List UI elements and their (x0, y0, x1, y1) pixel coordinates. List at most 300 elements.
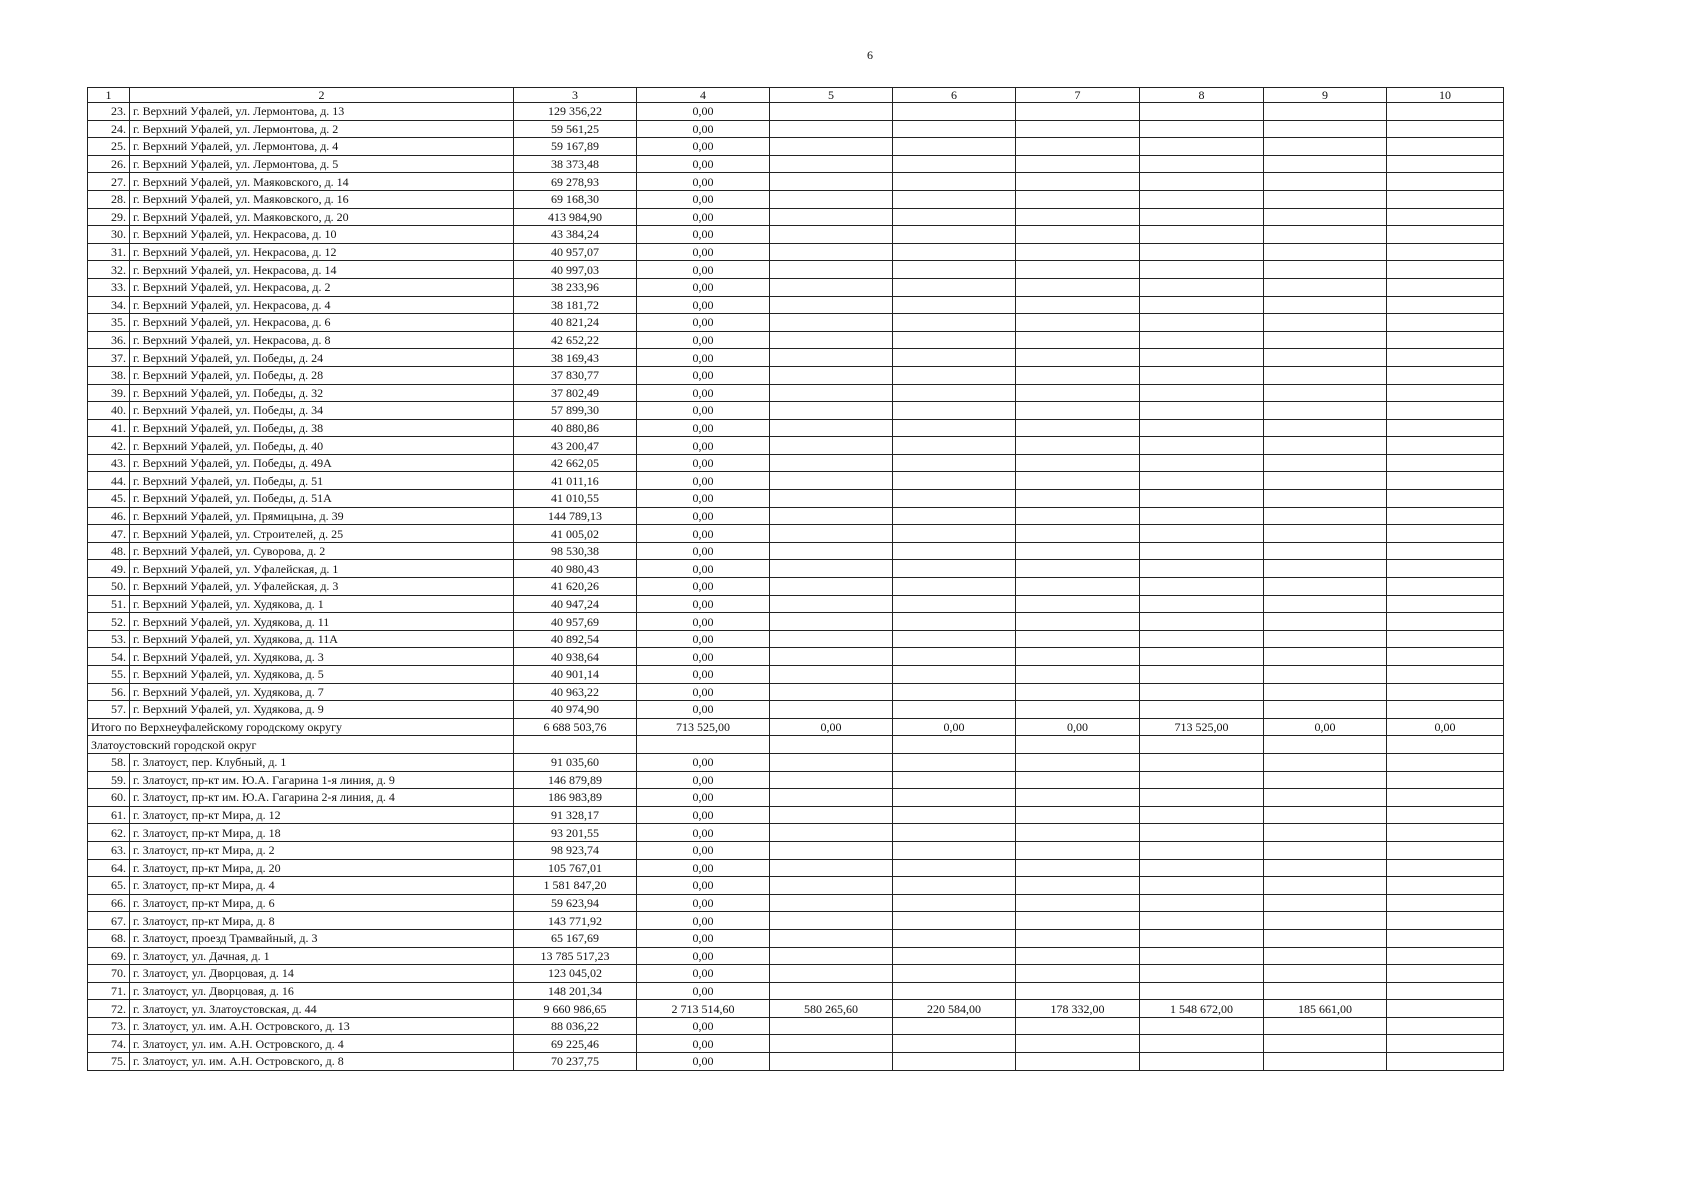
row-c8 (1140, 1035, 1264, 1053)
row-c8 (1140, 314, 1264, 332)
row-c9 (1264, 103, 1387, 121)
row-col4: 0,00 (637, 419, 770, 437)
row-c8 (1140, 226, 1264, 244)
row-c6 (893, 525, 1016, 543)
row-address: г. Верхний Уфалей, ул. Лермонтова, д. 5 (130, 155, 514, 173)
row-address: г. Верхний Уфалей, ул. Некрасова, д. 8 (130, 331, 514, 349)
row-c7 (1016, 841, 1140, 859)
table-row (88, 155, 1504, 173)
row-address: г. Верхний Уфалей, ул. Победы, д. 40 (130, 437, 514, 455)
row-address: г. Златоуст, пр-кт Мира, д. 6 (130, 894, 514, 912)
row-c6 (893, 419, 1016, 437)
row-c10 (1387, 613, 1504, 631)
table-row (88, 419, 1504, 437)
row-address: г. Верхний Уфалей, ул. Некрасова, д. 4 (130, 296, 514, 314)
table-row (88, 349, 1504, 367)
row-col4: 0,00 (637, 1035, 770, 1053)
row-col3: 40 880,86 (514, 419, 637, 437)
table-row (88, 859, 1504, 877)
row-c9 (1264, 419, 1387, 437)
row-c6 (893, 314, 1016, 332)
row-number: 55. (88, 666, 130, 684)
row-c7 (1016, 525, 1140, 543)
row-c10 (1387, 437, 1504, 455)
row-c5 (770, 542, 893, 560)
row-address: г. Верхний Уфалей, ул. Худякова, д. 5 (130, 666, 514, 684)
row-address: г. Верхний Уфалей, ул. Лермонтова, д. 4 (130, 138, 514, 156)
row-col3: 41 005,02 (514, 525, 637, 543)
row-address: г. Верхний Уфалей, ул. Некрасова, д. 14 (130, 261, 514, 279)
row-address: г. Верхний Уфалей, ул. Строителей, д. 25 (130, 525, 514, 543)
row-col4: 0,00 (637, 595, 770, 613)
row-c10 (1387, 877, 1504, 895)
row-c10 (1387, 296, 1504, 314)
row-col3: 129 356,22 (514, 103, 637, 121)
row-c8 (1140, 789, 1264, 807)
row-address: г. Верхний Уфалей, ул. Победы, д. 51 (130, 472, 514, 490)
row-c6 (893, 753, 1016, 771)
row-c6 (893, 155, 1016, 173)
section-label: Златоустовский городской округ (88, 736, 514, 754)
row-c10 (1387, 507, 1504, 525)
row-c7 (1016, 190, 1140, 208)
row-col3: 38 373,48 (514, 155, 637, 173)
row-c9 (1264, 507, 1387, 525)
row-c6 (893, 138, 1016, 156)
header-cell: 10 (1387, 88, 1504, 103)
row-col4: 0,00 (637, 965, 770, 983)
row-c7 (1016, 947, 1140, 965)
row-c10 (1387, 173, 1504, 191)
row-c9 (1264, 789, 1387, 807)
row-c9 (1264, 278, 1387, 296)
row-col4: 0,00 (637, 824, 770, 842)
row-c8 (1140, 366, 1264, 384)
row-c10 (1387, 190, 1504, 208)
row-address: г. Златоуст, пр-кт Мира, д. 12 (130, 806, 514, 824)
table-row (88, 912, 1504, 930)
row-address: г. Златоуст, пер. Клубный, д. 1 (130, 753, 514, 771)
row-c6 (893, 701, 1016, 719)
row-c10 (1387, 490, 1504, 508)
row-number: 68. (88, 929, 130, 947)
row-address: г. Златоуст, пр-кт им. Ю.А. Гагарина 2-я линия, д. 4 (130, 789, 514, 807)
row-c8 (1140, 208, 1264, 226)
table-row (88, 1035, 1504, 1053)
row-c9 (1264, 982, 1387, 1000)
row-c10 (1387, 349, 1504, 367)
row-c8 (1140, 507, 1264, 525)
row-c10 (1387, 560, 1504, 578)
row-col3: 40 947,24 (514, 595, 637, 613)
row-number: 63. (88, 841, 130, 859)
row-c6 (893, 402, 1016, 420)
row-c10 (1387, 947, 1504, 965)
row-number: 33. (88, 278, 130, 296)
row-c10 (1387, 261, 1504, 279)
row-col4: 0,00 (637, 490, 770, 508)
row-number: 49. (88, 560, 130, 578)
header-cell: 5 (770, 88, 893, 103)
row-c6 (893, 226, 1016, 244)
table-row (88, 1017, 1504, 1035)
row-col3: 105 767,01 (514, 859, 637, 877)
row-col3: 40 901,14 (514, 666, 637, 684)
row-c6 (893, 296, 1016, 314)
row-c10 (1387, 648, 1504, 666)
row-c10 (1387, 753, 1504, 771)
header-row (88, 88, 1504, 103)
row-c6 (893, 437, 1016, 455)
row-c6 (893, 490, 1016, 508)
table-row (88, 753, 1504, 771)
table-row (88, 1000, 1504, 1018)
row-number: 26. (88, 155, 130, 173)
row-c8 (1140, 771, 1264, 789)
row-c10 (1387, 331, 1504, 349)
row-c8 (1140, 1053, 1264, 1071)
row-c10 (1387, 208, 1504, 226)
row-c6 (893, 595, 1016, 613)
row-c5 (770, 912, 893, 930)
row-col4: 0,00 (637, 613, 770, 631)
row-number: 41. (88, 419, 130, 437)
row-c6 (893, 366, 1016, 384)
row-c10 (1387, 454, 1504, 472)
row-number: 38. (88, 366, 130, 384)
row-number: 43. (88, 454, 130, 472)
row-c6 (893, 190, 1016, 208)
row-c7 (1016, 208, 1140, 226)
row-c10 (1387, 314, 1504, 332)
row-col3: 40 963,22 (514, 683, 637, 701)
row-c9 (1264, 314, 1387, 332)
row-c9: 185 661,00 (1264, 1000, 1387, 1018)
row-c10 (1387, 402, 1504, 420)
row-col4: 0,00 (637, 753, 770, 771)
row-c8 (1140, 331, 1264, 349)
row-c5 (770, 666, 893, 684)
row-col3: 40 957,69 (514, 613, 637, 631)
table-row (88, 929, 1504, 947)
row-c9 (1264, 947, 1387, 965)
empty-cell (1264, 736, 1387, 754)
row-c9 (1264, 384, 1387, 402)
row-number: 66. (88, 894, 130, 912)
row-address: г. Златоуст, пр-кт им. Ю.А. Гагарина 1-я линия, д. 9 (130, 771, 514, 789)
row-c5 (770, 384, 893, 402)
row-c10 (1387, 278, 1504, 296)
row-number: 28. (88, 190, 130, 208)
row-c10 (1387, 630, 1504, 648)
row-col3: 37 802,49 (514, 384, 637, 402)
row-address: г. Златоуст, ул. им. А.Н. Островского, д. 13 (130, 1017, 514, 1035)
row-c10 (1387, 525, 1504, 543)
row-address: г. Верхний Уфалей, ул. Прямицына, д. 39 (130, 507, 514, 525)
row-address: г. Верхний Уфалей, ул. Худякова, д. 11А (130, 630, 514, 648)
row-col3: 42 652,22 (514, 331, 637, 349)
row-c6: 220 584,00 (893, 1000, 1016, 1018)
row-c5 (770, 138, 893, 156)
row-c8 (1140, 841, 1264, 859)
row-c6 (893, 982, 1016, 1000)
row-number: 40. (88, 402, 130, 420)
table-row (88, 1053, 1504, 1071)
row-c7 (1016, 789, 1140, 807)
row-number: 72. (88, 1000, 130, 1018)
row-c8 (1140, 437, 1264, 455)
row-c5 (770, 437, 893, 455)
table-row (88, 789, 1504, 807)
row-c7 (1016, 648, 1140, 666)
row-col3: 43 200,47 (514, 437, 637, 455)
row-c8 (1140, 384, 1264, 402)
row-c7 (1016, 666, 1140, 684)
row-col4: 0,00 (637, 894, 770, 912)
row-c9 (1264, 366, 1387, 384)
row-col3: 70 237,75 (514, 1053, 637, 1071)
row-address: г. Верхний Уфалей, ул. Победы, д. 38 (130, 419, 514, 437)
row-c10 (1387, 155, 1504, 173)
row-c6 (893, 103, 1016, 121)
row-c7 (1016, 965, 1140, 983)
row-col4: 0,00 (637, 789, 770, 807)
row-c5 (770, 155, 893, 173)
row-c5 (770, 278, 893, 296)
row-address: г. Верхний Уфалей, ул. Некрасова, д. 6 (130, 314, 514, 332)
row-c6 (893, 683, 1016, 701)
row-c5 (770, 789, 893, 807)
row-c8 (1140, 613, 1264, 631)
row-col4: 0,00 (637, 947, 770, 965)
row-c10 (1387, 683, 1504, 701)
row-col4: 0,00 (637, 859, 770, 877)
row-c6 (893, 208, 1016, 226)
row-c8 (1140, 929, 1264, 947)
row-c9 (1264, 542, 1387, 560)
row-number: 50. (88, 578, 130, 596)
row-c9 (1264, 190, 1387, 208)
row-c8 (1140, 542, 1264, 560)
row-c9 (1264, 965, 1387, 983)
row-c7 (1016, 630, 1140, 648)
row-c10 (1387, 789, 1504, 807)
row-c10 (1387, 1000, 1504, 1018)
table-row (88, 314, 1504, 332)
total-label: Итого по Верхнеуфалейскому городскому округу (88, 718, 514, 736)
row-c5 (770, 965, 893, 983)
row-c6 (893, 331, 1016, 349)
row-c9 (1264, 454, 1387, 472)
row-c6 (893, 789, 1016, 807)
row-col3: 1 581 847,20 (514, 877, 637, 895)
table-row (88, 103, 1504, 121)
row-c5 (770, 103, 893, 121)
total-c6: 0,00 (893, 718, 1016, 736)
row-number: 35. (88, 314, 130, 332)
row-c5 (770, 701, 893, 719)
row-address: г. Верхний Уфалей, ул. Лермонтова, д. 13 (130, 103, 514, 121)
row-c7 (1016, 613, 1140, 631)
row-col3: 123 045,02 (514, 965, 637, 983)
row-c6 (893, 771, 1016, 789)
row-c5 (770, 366, 893, 384)
row-c5 (770, 1053, 893, 1071)
row-c6 (893, 542, 1016, 560)
row-c7 (1016, 278, 1140, 296)
row-c6 (893, 648, 1016, 666)
row-c9 (1264, 771, 1387, 789)
row-c10 (1387, 824, 1504, 842)
row-c7 (1016, 912, 1140, 930)
row-c8 (1140, 173, 1264, 191)
row-c5 (770, 560, 893, 578)
row-c9 (1264, 841, 1387, 859)
row-c8 (1140, 296, 1264, 314)
row-c8 (1140, 103, 1264, 121)
row-number: 39. (88, 384, 130, 402)
row-col3: 43 384,24 (514, 226, 637, 244)
row-col3: 38 181,72 (514, 296, 637, 314)
row-c5 (770, 208, 893, 226)
data-table (87, 87, 1504, 1071)
row-number: 54. (88, 648, 130, 666)
row-col3: 41 011,16 (514, 472, 637, 490)
row-number: 47. (88, 525, 130, 543)
row-c7 (1016, 1017, 1140, 1035)
row-col4: 0,00 (637, 173, 770, 191)
row-address: г. Верхний Уфалей, ул. Маяковского, д. 14 (130, 173, 514, 191)
row-address: г. Верхний Уфалей, ул. Победы, д. 28 (130, 366, 514, 384)
row-c5 (770, 402, 893, 420)
row-c8 (1140, 349, 1264, 367)
header-cell: 2 (130, 88, 514, 103)
row-c8 (1140, 138, 1264, 156)
row-c5 (770, 190, 893, 208)
row-c9 (1264, 877, 1387, 895)
row-c5 (770, 877, 893, 895)
row-c7 (1016, 402, 1140, 420)
row-c10 (1387, 806, 1504, 824)
row-c7 (1016, 859, 1140, 877)
row-c7 (1016, 366, 1140, 384)
row-c10 (1387, 912, 1504, 930)
row-number: 64. (88, 859, 130, 877)
table-row (88, 208, 1504, 226)
row-col4: 0,00 (637, 1053, 770, 1071)
row-c10 (1387, 841, 1504, 859)
row-c8 (1140, 278, 1264, 296)
row-c9 (1264, 1035, 1387, 1053)
row-col3: 42 662,05 (514, 454, 637, 472)
row-c7 (1016, 331, 1140, 349)
row-col3: 65 167,69 (514, 929, 637, 947)
row-c8 (1140, 419, 1264, 437)
row-c7 (1016, 894, 1140, 912)
table-row (88, 683, 1504, 701)
row-c6 (893, 1035, 1016, 1053)
header-cell: 9 (1264, 88, 1387, 103)
row-number: 27. (88, 173, 130, 191)
row-address: г. Верхний Уфалей, ул. Некрасова, д. 2 (130, 278, 514, 296)
row-c5 (770, 349, 893, 367)
row-col3: 69 225,46 (514, 1035, 637, 1053)
header-cell: 8 (1140, 88, 1264, 103)
row-col4: 0,00 (637, 366, 770, 384)
row-c9 (1264, 894, 1387, 912)
table-body (88, 88, 1504, 1071)
row-address: г. Верхний Уфалей, ул. Маяковского, д. 20 (130, 208, 514, 226)
table-row (88, 877, 1504, 895)
table-row (88, 507, 1504, 525)
row-c10 (1387, 366, 1504, 384)
row-col4: 0,00 (637, 278, 770, 296)
row-col4: 0,00 (637, 138, 770, 156)
row-address: г. Златоуст, пр-кт Мира, д. 20 (130, 859, 514, 877)
row-c7 (1016, 542, 1140, 560)
row-c6 (893, 173, 1016, 191)
row-c8 (1140, 243, 1264, 261)
row-col3: 143 771,92 (514, 912, 637, 930)
row-address: г. Верхний Уфалей, ул. Уфалейская, д. 3 (130, 578, 514, 596)
row-c5 (770, 630, 893, 648)
row-c8 (1140, 630, 1264, 648)
row-address: г. Верхний Уфалей, ул. Лермонтова, д. 2 (130, 120, 514, 138)
row-number: 73. (88, 1017, 130, 1035)
row-c6 (893, 877, 1016, 895)
total-c9: 0,00 (1264, 718, 1387, 736)
row-c8 (1140, 877, 1264, 895)
row-address: г. Златоуст, ул. Дворцовая, д. 16 (130, 982, 514, 1000)
row-c10 (1387, 701, 1504, 719)
total-c5: 0,00 (770, 718, 893, 736)
table-row (88, 402, 1504, 420)
row-number: 34. (88, 296, 130, 314)
empty-cell (1387, 736, 1504, 754)
row-c5 (770, 173, 893, 191)
row-c7 (1016, 454, 1140, 472)
row-c8 (1140, 947, 1264, 965)
table-row (88, 366, 1504, 384)
empty-cell (770, 736, 893, 754)
row-c7 (1016, 155, 1140, 173)
row-c5 (770, 947, 893, 965)
row-c8 (1140, 666, 1264, 684)
row-col4: 0,00 (637, 472, 770, 490)
row-number: 71. (88, 982, 130, 1000)
row-c7 (1016, 261, 1140, 279)
row-c8 (1140, 261, 1264, 279)
row-c9 (1264, 331, 1387, 349)
row-number: 60. (88, 789, 130, 807)
row-address: г. Верхний Уфалей, ул. Худякова, д. 7 (130, 683, 514, 701)
row-c6 (893, 806, 1016, 824)
row-col4: 0,00 (637, 1017, 770, 1035)
row-address: г. Верхний Уфалей, ул. Победы, д. 24 (130, 349, 514, 367)
total-row (88, 718, 1504, 736)
row-c5 (770, 243, 893, 261)
table-row (88, 120, 1504, 138)
row-c5 (770, 490, 893, 508)
row-number: 24. (88, 120, 130, 138)
row-col4: 0,00 (637, 437, 770, 455)
row-c7 (1016, 437, 1140, 455)
row-number: 31. (88, 243, 130, 261)
row-address: г. Златоуст, ул. им. А.Н. Островского, д. 8 (130, 1053, 514, 1071)
row-c7 (1016, 1035, 1140, 1053)
table-row (88, 965, 1504, 983)
row-c7 (1016, 507, 1140, 525)
